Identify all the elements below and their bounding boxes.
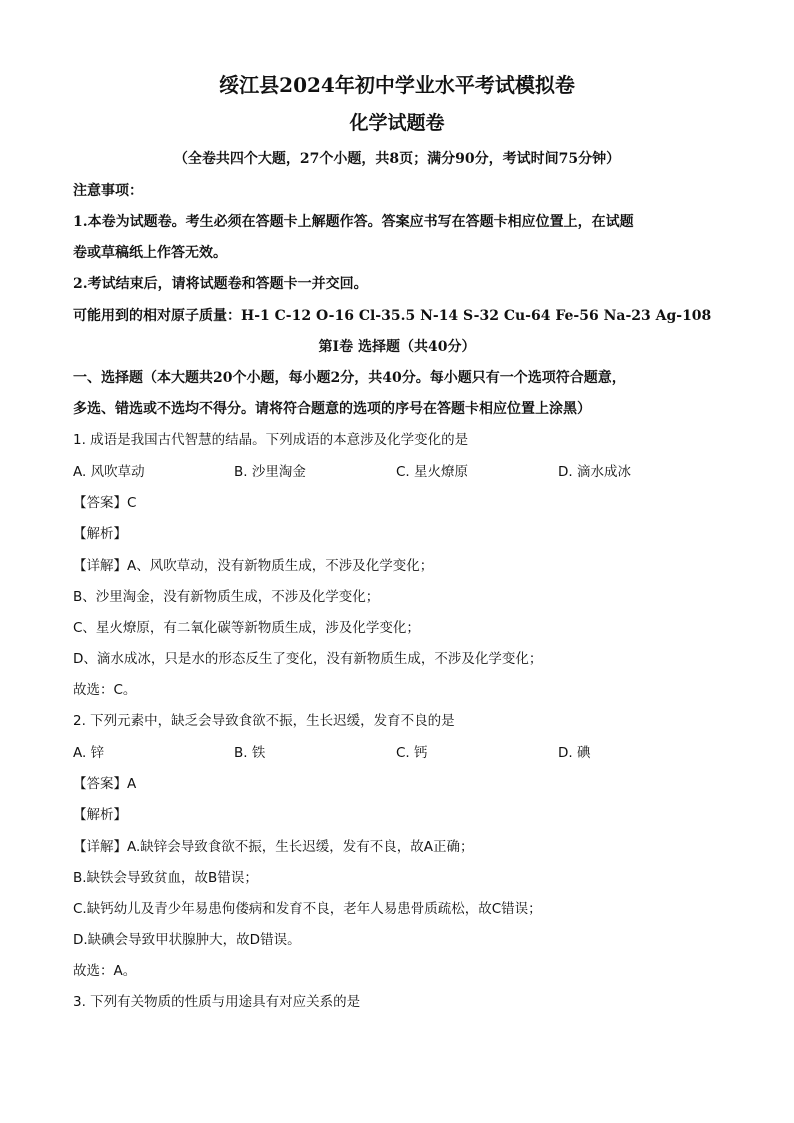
question-2-detail-b: B.缺铁会导致贫血，故B错误； xyxy=(73,870,258,886)
question-1-conclusion: 故选：C。 xyxy=(73,682,137,698)
page-title: 绥江县2024年初中学业水平考试模拟卷 xyxy=(219,73,575,97)
page-subtitle: 化学试题卷 xyxy=(349,112,445,134)
question-2-stem: 2. 下列元素中，缺乏会导致食欲不振，生长迟缓，发育不良的是 xyxy=(73,713,455,729)
question-1-stem: 1. 成语是我国古代智慧的结晶。下列成语的本意涉及化学变化的是 xyxy=(73,432,469,448)
part-heading: 第Ⅰ卷 选择题（共40分） xyxy=(318,339,476,355)
question-3-stem: 3. 下列有关物质的性质与用途具有对应关系的是 xyxy=(73,994,361,1010)
notice-item-1: 1.本卷为试题卷。考生必须在答题卡上解题作答。答案应书写在答题卡相应位置上，在试题 xyxy=(73,214,634,230)
question-1-option-b: B. 沙里淘金 xyxy=(234,464,306,480)
question-1-analysis-label: 【解析】 xyxy=(73,526,127,542)
question-2-answer: 【答案】A xyxy=(73,776,137,792)
question-1-detail-a: 【详解】A、风吹草动，没有新物质生成，不涉及化学变化； xyxy=(73,558,434,574)
question-1-detail-b: B、沙里淘金，没有新物质生成，不涉及化学变化； xyxy=(73,589,380,605)
notice-item-1-cont: 卷或草稿纸上作答无效。 xyxy=(73,245,227,261)
section-instructions-line2: 多选、错选或不选均不得分。请将符合题意的选项的序号在答题卡相应位置上涂黑） xyxy=(73,401,591,417)
section-instructions-line1: 一、选择题（本大题共20个小题，每小题2分，共40分。每小题只有一个选项符合题意， xyxy=(73,370,626,386)
question-2-option-b: B. 铁 xyxy=(234,745,266,761)
notice-heading: 注意事项： xyxy=(73,183,143,199)
question-1-option-a: A. 风吹草动 xyxy=(73,464,145,480)
question-2-detail-d: D.缺碘会导致甲状腺肿大，故D错误。 xyxy=(73,932,301,948)
question-2-detail-c: C.缺钙幼儿及青少年易患佝偻病和发育不良，老年人易患骨质疏松，故C错误； xyxy=(73,901,542,917)
question-1-answer: 【答案】C xyxy=(73,495,137,511)
question-1-detail-d: D、滴水成冰，只是水的形态反生了变化，没有新物质生成，不涉及化学变化； xyxy=(73,651,543,667)
question-2-analysis-label: 【解析】 xyxy=(73,807,127,823)
question-1-option-c: C. 星火燎原 xyxy=(396,464,469,480)
question-2-option-d: D. 碘 xyxy=(558,745,591,761)
question-2-conclusion: 故选：A。 xyxy=(73,963,137,979)
atomic-masses: 可能用到的相对原子质量：H-1 C-12 O-16 Cl-35.5 N-14 S-32 Cu-64 Fe-56 Na-23 Ag-108 xyxy=(73,308,712,324)
question-2-option-c: C. 钙 xyxy=(396,745,428,761)
question-2-detail-a: 【详解】A.缺锌会导致食欲不振，生长迟缓，发有不良，故A正确； xyxy=(73,839,474,855)
exam-info: （全卷共四个大题，27个小题，共8页；满分90分，考试时间75分钟） xyxy=(173,151,621,167)
notice-item-2: 2.考试结束后，请将试题卷和答题卡一并交回。 xyxy=(73,276,368,292)
question-1-detail-c: C、星火燎原，有二氧化碳等新物质生成，涉及化学变化； xyxy=(73,620,420,636)
question-2-option-a: A. 锌 xyxy=(73,745,105,761)
question-1-option-d: D. 滴水成冰 xyxy=(558,464,631,480)
